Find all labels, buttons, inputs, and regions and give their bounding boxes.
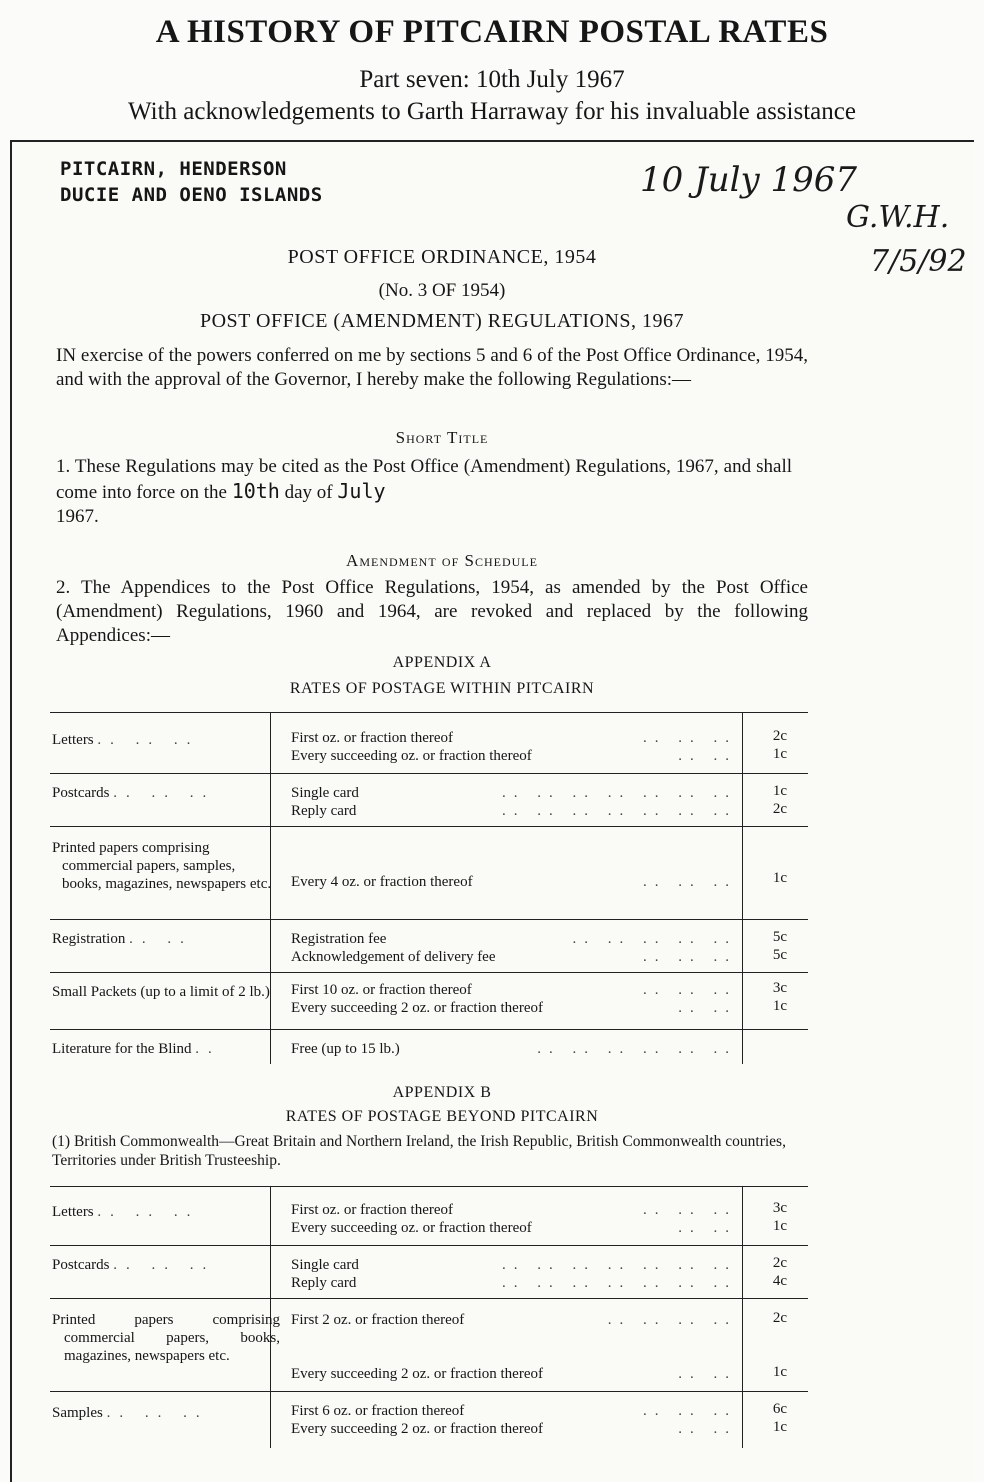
row-description: First 2 oz. or fraction thereof .. .. .. .. Every succeeding 2 oz. or fraction thereof .. .. (291, 1312, 737, 1382)
row-category: Printed papers comprising commercial papers, books, magazines, newspapers etc. (52, 1312, 280, 1364)
appendix-b-table (50, 1186, 808, 1448)
appendix-a-table (50, 712, 808, 1064)
clause-2-paragraph: 2. The Appendices to the Post Office Regulations, 1954, as amended by the Post Office (Amendment) Regulations, 1960 and 1964, are revoked and replaced by the following Appendices:— (56, 577, 808, 646)
islands-line-1: PITCAIRN, HENDERSON (60, 158, 287, 180)
appendix-b-section-1: (1) British Commonwealth—Great Britain and Northern Ireland, the Irish Republic, British Commonwealth countries, Territories under British Trusteeship. (52, 1133, 786, 1169)
row-description: Registration fee .. .. .. .. .. Acknowledgement of delivery fee .. .. .. (291, 931, 737, 965)
table-row (50, 774, 808, 827)
appendix-b-title: APPENDIX B (392, 1084, 492, 1101)
appendix-a-title: APPENDIX A (392, 654, 492, 671)
row-category: Letters .. .. .. (52, 732, 200, 748)
amendment-heading: Amendment of Schedule (346, 551, 538, 570)
table-row (50, 1246, 808, 1299)
clause-1-year: 1967. (56, 506, 99, 527)
regulations-title: POST OFFICE (AMENDMENT) REGULATIONS, 1967 (199, 310, 685, 332)
short-title-heading: Short Title (395, 428, 489, 447)
page-title: A HISTORY OF PITCAIRN POSTAL RATES (155, 14, 829, 50)
row-rates: 3c 1c (772, 980, 788, 1014)
row-rates: 2c 4c (772, 1255, 788, 1289)
row-rates: 5c 5c (772, 929, 788, 963)
row-rates: 2c 1c (772, 1310, 788, 1380)
handwritten-initials: G.W.H. (846, 200, 950, 235)
row-rates: 3c 1c (772, 1200, 788, 1234)
islands-line-2: DUCIE AND OENO ISLANDS (60, 184, 323, 206)
row-rates: 1c (772, 870, 788, 886)
table-row (50, 973, 808, 1030)
row-description: First 10 oz. or fraction thereof .. .. .. Every succeeding 2 oz. or fraction thereof .. .. (291, 982, 737, 1016)
row-category: Samples .. .. .. (52, 1405, 209, 1421)
appendix-a-subtitle: RATES OF POSTAGE WITHIN PITCAIRN (289, 680, 595, 697)
table-row (50, 827, 808, 920)
row-description: Single card .. .. .. .. .. .. .. Reply card .. .. .. .. .. .. .. (291, 1257, 737, 1291)
handwritten-date-2: 7/5/92 (870, 244, 967, 279)
row-category: Literature for the Blind .. (52, 1041, 221, 1057)
table-row (50, 1299, 808, 1392)
row-category: Postcards .. .. .. (52, 1257, 216, 1273)
row-category: Printed papers comprising commercial papers, samples, books, magazines, newspapers etc. (52, 840, 272, 892)
table-row (50, 1187, 808, 1246)
table-row (50, 1392, 808, 1448)
row-rates: 1c 2c (772, 783, 788, 817)
row-description: Every 4 oz. or fraction thereof .. .. .. (291, 874, 737, 890)
part-subtitle: Part seven: 10th July 1967 (359, 66, 625, 93)
acknowledgement-line: With acknowledgements to Garth Harraway for his invaluable assistance (128, 98, 856, 125)
appendix-b-subtitle: RATES OF POSTAGE BEYOND PITCAIRN (285, 1108, 599, 1125)
row-category: Registration .. .. (52, 931, 193, 947)
row-category: Postcards .. .. .. (52, 785, 216, 801)
clause-1-mid: day of (284, 482, 333, 503)
table-row (50, 1030, 808, 1064)
clause-1-day: 10th (231, 479, 280, 503)
row-rates: 6c 1c (772, 1401, 788, 1435)
preamble-paragraph: IN exercise of the powers conferred on me by sections 5 and 6 of the Post Office Ordinance, 1954, and with the approval of the Governor, I hereby make the following Regulations:— (56, 345, 808, 390)
islands-heading (60, 156, 323, 208)
table-row (50, 920, 808, 973)
row-category: Letters .. .. .. (52, 1204, 200, 1220)
handwritten-date: 10 July 1967 (640, 160, 858, 200)
clause-1-month: July (337, 479, 386, 503)
row-description: First oz. or fraction thereof .. .. .. Every succeeding oz. or fraction thereof .. .. (291, 730, 737, 764)
row-description: First oz. or fraction thereof .. .. .. Every succeeding oz. or fraction thereof .. .. (291, 1202, 737, 1236)
row-description: First 6 oz. or fraction thereof .. .. .. Every succeeding 2 oz. or fraction thereof .. .. (291, 1403, 737, 1437)
table-row (50, 713, 808, 774)
row-rates: 2c 1c (772, 728, 788, 762)
row-description: Free (up to 15 lb.) .. .. .. .. .. .. (291, 1041, 737, 1057)
clause-1-paragraph (56, 455, 792, 529)
ordinance-number: (No. 3 OF 1954) (378, 280, 506, 301)
clause-1-text: 1. These Regulations may be cited as the Post Office (Amendment) Regulations, 1967, and shall come into force on the (56, 456, 792, 503)
row-description: Single card .. .. .. .. .. .. .. Reply card .. .. .. .. .. .. .. (291, 785, 737, 819)
row-category: Small Packets (up to a limit of 2 lb.) (52, 984, 270, 1000)
ordinance-title: POST OFFICE ORDINANCE, 1954 (287, 246, 597, 268)
